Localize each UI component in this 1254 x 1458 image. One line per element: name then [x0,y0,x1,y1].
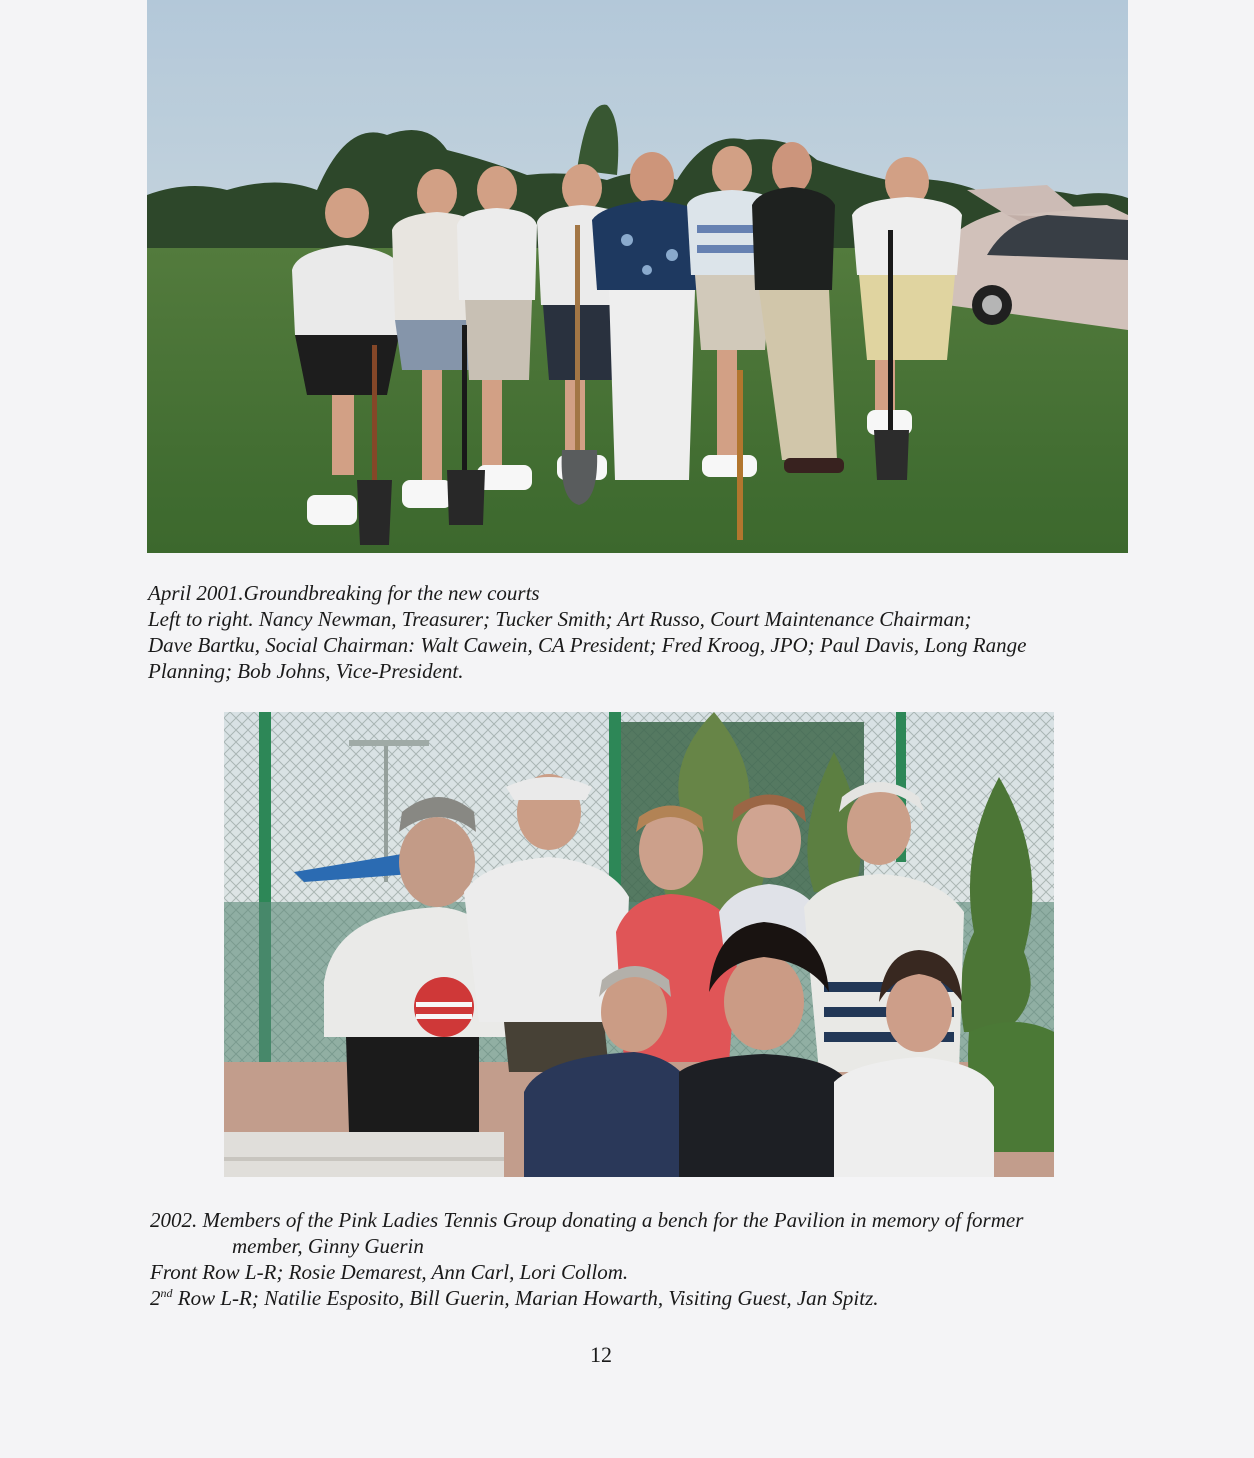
pink-ladies-photo [224,712,1054,1177]
caption2-line4-rest: Row L-R; Natilie Esposito, Bill Guerin, Marian Howarth, Visiting Guest, Jan Spitz. [172,1286,879,1310]
page-number: 12 [590,1342,612,1367]
caption1-line2: Left to right. Nancy Newman, Treasurer; Tucker Smith; Art Russo, Court Maintenance Chairman; [148,607,972,631]
caption2-line1: 2002. Members of the Pink Ladies Tennis Group donating a bench for the Pavilion in memory of former [150,1208,1024,1232]
caption2-line4-sup: nd [160,1286,173,1300]
groundbreaking-caption [148,580,1026,684]
caption2-line3: Front Row L-R; Rosie Demarest, Ann Carl, Lori Collom. [150,1260,629,1284]
caption2-line4 [150,1285,1023,1311]
caption1-line3: Dave Bartku, Social Chairman: Walt Cawein, CA President; Fred Kroog, JPO; Paul Davis, Long Range [148,633,1027,657]
caption2-line2: member, Ginny Guerin [232,1234,424,1258]
caption1-line4: Planning; Bob Johns, Vice-President. [148,659,464,683]
caption1-line1: April 2001.Groundbreaking for the new courts [148,581,540,605]
groundbreaking-photo [147,0,1128,553]
caption2-line4-num: 2 [150,1286,161,1310]
pink-ladies-caption [150,1207,1023,1311]
